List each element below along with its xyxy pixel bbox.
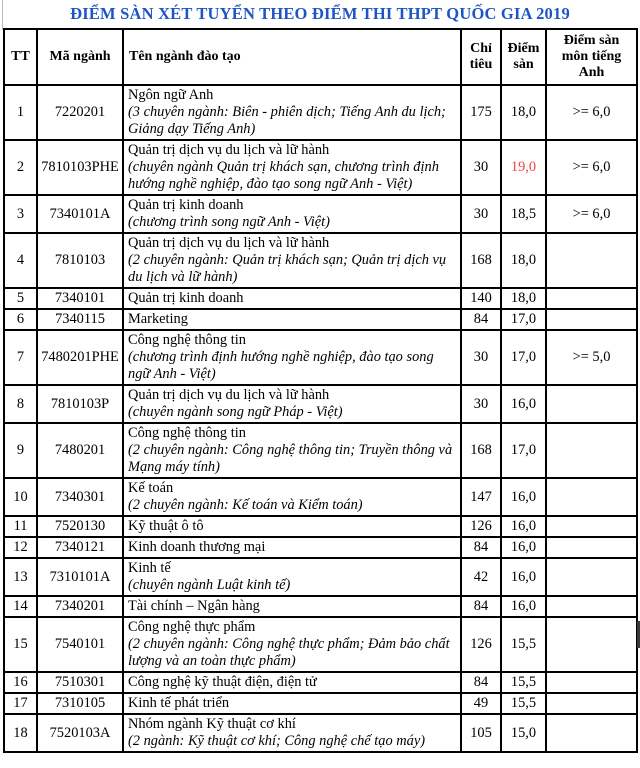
major-code-cell: 7810103P — [37, 385, 123, 423]
floor-score-cell: 15,5 — [501, 617, 546, 672]
table-row — [4, 330, 637, 385]
table-row — [4, 672, 637, 693]
quota-cell: 105 — [461, 714, 501, 752]
major-code-cell: 7340201 — [37, 596, 123, 617]
english-floor-cell — [546, 309, 637, 330]
major-name: Tài chính – Ngân hàng — [128, 598, 260, 614]
english-floor-cell — [546, 423, 637, 478]
quota-cell: 168 — [461, 423, 501, 478]
major-name: Nhóm ngành Kỹ thuật cơ khí — [128, 716, 296, 732]
floor-score-cell: 16,0 — [501, 385, 546, 423]
english-floor-cell — [546, 558, 637, 596]
table-row — [4, 558, 637, 596]
major-code-cell: 7340121 — [37, 537, 123, 558]
floor-score-cell: 15,5 — [501, 693, 546, 714]
column-header-major-code: Mã ngành — [37, 29, 123, 85]
major-code-cell: 7510301 — [37, 672, 123, 693]
table-body — [4, 85, 637, 752]
row-index-cell: 4 — [4, 233, 37, 288]
admission-floor-score-table — [3, 28, 638, 753]
major-name: Quản trị dịch vụ du lịch và lữ hành — [128, 387, 330, 403]
table-row — [4, 85, 637, 140]
floor-score-cell: 18,0 — [501, 288, 546, 309]
quota-cell: 84 — [461, 309, 501, 330]
major-specializations: (2 ngành: Kỹ thuật cơ khí; Công nghệ chế tạo máy) — [128, 733, 426, 749]
row-index-cell: 11 — [4, 516, 37, 537]
major-name: Công nghệ thông tin — [128, 332, 246, 348]
major-name-cell — [123, 693, 461, 714]
row-index-cell: 17 — [4, 693, 37, 714]
major-name-cell — [123, 288, 461, 309]
english-floor-cell: >= 5,0 — [546, 330, 637, 385]
major-name: Quản trị kinh doanh — [128, 290, 244, 306]
major-code-cell: 7310101A — [37, 558, 123, 596]
quota-cell: 42 — [461, 558, 501, 596]
major-specializations: (chuyên ngành Luật kinh tế) — [128, 577, 291, 593]
table-row — [4, 140, 637, 195]
major-name: Kỹ thuật ô tô — [128, 518, 204, 534]
english-floor-cell: >= 6,0 — [546, 140, 637, 195]
major-code-cell: 7520130 — [37, 516, 123, 537]
row-index-cell: 7 — [4, 330, 37, 385]
table-row — [4, 478, 637, 516]
major-name: Kinh tế phát triển — [128, 695, 230, 711]
major-code-cell: 7480201PHE — [37, 330, 123, 385]
english-floor-cell: >= 6,0 — [546, 85, 637, 140]
major-name-cell — [123, 516, 461, 537]
quota-cell: 168 — [461, 233, 501, 288]
table-row — [4, 309, 637, 330]
major-name: Công nghệ kỹ thuật điện, điện tử — [128, 674, 317, 690]
page-title: ĐIỂM SÀN XÉT TUYỂN THEO ĐIỂM THI THPT QUỐC GIA 2019 — [70, 4, 570, 23]
major-code-cell: 7310105 — [37, 693, 123, 714]
floor-score-cell: 15,5 — [501, 672, 546, 693]
major-code-cell: 7810103 — [37, 233, 123, 288]
english-floor-cell — [546, 537, 637, 558]
quota-cell: 84 — [461, 596, 501, 617]
column-header-tt: TT — [4, 29, 37, 85]
major-name-cell — [123, 537, 461, 558]
table-row — [4, 288, 637, 309]
floor-score-cell: 15,0 — [501, 714, 546, 752]
major-specializations: (chuyên ngành Quản trị khách sạn, chương trình định hướng nghề nghiệp, đào tạo song ngữ Anh - Việt) — [128, 159, 439, 192]
column-header-major-name: Tên ngành đào tạo — [123, 29, 461, 85]
major-name: Công nghệ thực phẩm — [128, 619, 256, 635]
english-floor-cell — [546, 288, 637, 309]
english-floor-cell — [546, 672, 637, 693]
table-row — [4, 516, 637, 537]
row-index-cell: 5 — [4, 288, 37, 309]
major-name: Công nghệ thông tin — [128, 425, 246, 441]
major-name: Quản trị kinh doanh — [128, 197, 244, 213]
major-code-cell: 7340101A — [37, 195, 123, 233]
major-name-cell — [123, 617, 461, 672]
major-specializations: (2 chuyên ngành: Quản trị khách sạn; Quản trị dịch vụ du lịch và lữ hành) — [128, 252, 447, 285]
row-index-cell: 18 — [4, 714, 37, 752]
floor-score-cell: 16,0 — [501, 596, 546, 617]
major-code-cell: 7220201 — [37, 85, 123, 140]
english-floor-cell — [546, 714, 637, 752]
major-specializations: (chương trình song ngữ Anh - Việt) — [128, 214, 330, 230]
column-header-floor-score: Điểm sàn — [501, 29, 546, 85]
table-row — [4, 693, 637, 714]
floor-score-cell: 18,0 — [501, 85, 546, 140]
major-name: Kinh tế — [128, 560, 171, 576]
major-name-cell — [123, 714, 461, 752]
quota-cell: 140 — [461, 288, 501, 309]
major-name-cell — [123, 140, 461, 195]
major-code-cell: 7340301 — [37, 478, 123, 516]
floor-score-cell: 19,0 — [501, 140, 546, 195]
english-floor-cell: >= 6,0 — [546, 195, 637, 233]
row-index-cell: 3 — [4, 195, 37, 233]
scan-left-edge-line — [2, 0, 3, 30]
english-floor-cell — [546, 617, 637, 672]
major-name-cell — [123, 423, 461, 478]
row-index-cell: 13 — [4, 558, 37, 596]
major-name-cell — [123, 596, 461, 617]
table-row — [4, 195, 637, 233]
major-name-cell — [123, 233, 461, 288]
floor-score-cell: 17,0 — [501, 423, 546, 478]
major-name-cell — [123, 309, 461, 330]
row-index-cell: 14 — [4, 596, 37, 617]
floor-score-cell: 16,0 — [501, 537, 546, 558]
english-floor-cell — [546, 478, 637, 516]
column-header-english-floor: Điểm sàn môn tiếng Anh — [546, 29, 637, 85]
major-specializations: (chương trình định hướng nghề nghiệp, đào tạo song ngữ Anh - Việt) — [128, 349, 434, 382]
table-row — [4, 537, 637, 558]
quota-cell: 30 — [461, 140, 501, 195]
major-code-cell: 7340101 — [37, 288, 123, 309]
major-name-cell — [123, 385, 461, 423]
english-floor-cell — [546, 693, 637, 714]
english-floor-cell — [546, 233, 637, 288]
major-name: Ngôn ngữ Anh — [128, 87, 214, 103]
floor-score-cell: 18,0 — [501, 233, 546, 288]
major-name: Quản trị dịch vụ du lịch và lữ hành — [128, 235, 330, 251]
quota-cell: 147 — [461, 478, 501, 516]
table-row — [4, 617, 637, 672]
row-index-cell: 15 — [4, 617, 37, 672]
major-specializations: (chuyên ngành song ngữ Pháp - Việt) — [128, 404, 343, 420]
major-specializations: (2 chuyên ngành: Công nghệ thực phẩm; Đảm bảo chất lượng và an toàn thực phẩm) — [128, 636, 450, 669]
quota-cell: 126 — [461, 516, 501, 537]
table-row — [4, 233, 637, 288]
major-specializations: (3 chuyên ngành: Biên - phiên dịch; Tiếng Anh du lịch; Giảng dạy Tiếng Anh) — [128, 104, 446, 137]
row-index-cell: 10 — [4, 478, 37, 516]
floor-score-cell: 17,0 — [501, 309, 546, 330]
major-code-cell: 7810103PHE — [37, 140, 123, 195]
major-name-cell — [123, 478, 461, 516]
english-floor-cell — [546, 596, 637, 617]
table-row — [4, 596, 637, 617]
floor-score-cell: 18,5 — [501, 195, 546, 233]
major-name-cell — [123, 672, 461, 693]
quota-cell: 175 — [461, 85, 501, 140]
table-row — [4, 714, 637, 752]
row-index-cell: 9 — [4, 423, 37, 478]
major-specializations: (2 chuyên ngành: Công nghệ thông tin; Truyền thông và Mạng máy tính) — [128, 442, 453, 475]
floor-score-cell: 16,0 — [501, 478, 546, 516]
quota-cell: 84 — [461, 672, 501, 693]
table-row — [4, 385, 637, 423]
row-index-cell: 2 — [4, 140, 37, 195]
major-specializations: (2 chuyên ngành: Kế toán và Kiểm toán) — [128, 497, 363, 513]
english-floor-cell — [546, 385, 637, 423]
major-name-cell — [123, 195, 461, 233]
major-code-cell: 7480201 — [37, 423, 123, 478]
major-code-cell: 7340115 — [37, 309, 123, 330]
major-name-cell — [123, 85, 461, 140]
english-floor-cell — [546, 516, 637, 537]
major-name: Quản trị dịch vụ du lịch và lữ hành — [128, 142, 330, 158]
table-header-row — [4, 29, 637, 85]
row-index-cell: 16 — [4, 672, 37, 693]
floor-score-cell: 17,0 — [501, 330, 546, 385]
major-name: Kế toán — [128, 480, 174, 496]
quota-cell: 30 — [461, 330, 501, 385]
table-row — [4, 423, 637, 478]
major-name: Marketing — [128, 311, 188, 327]
major-code-cell: 7520103A — [37, 714, 123, 752]
major-name-cell — [123, 558, 461, 596]
row-index-cell: 1 — [4, 85, 37, 140]
floor-score-cell: 16,0 — [501, 558, 546, 596]
row-index-cell: 12 — [4, 537, 37, 558]
row-index-cell: 6 — [4, 309, 37, 330]
quota-cell: 30 — [461, 385, 501, 423]
floor-score-cell: 16,0 — [501, 516, 546, 537]
quota-cell: 84 — [461, 537, 501, 558]
major-name: Kinh doanh thương mại — [128, 539, 266, 555]
column-header-quota: Chỉ tiêu — [461, 29, 501, 85]
row-index-cell: 8 — [4, 385, 37, 423]
major-name-cell — [123, 330, 461, 385]
quota-cell: 30 — [461, 195, 501, 233]
quota-cell: 126 — [461, 617, 501, 672]
major-code-cell: 7540101 — [37, 617, 123, 672]
quota-cell: 49 — [461, 693, 501, 714]
